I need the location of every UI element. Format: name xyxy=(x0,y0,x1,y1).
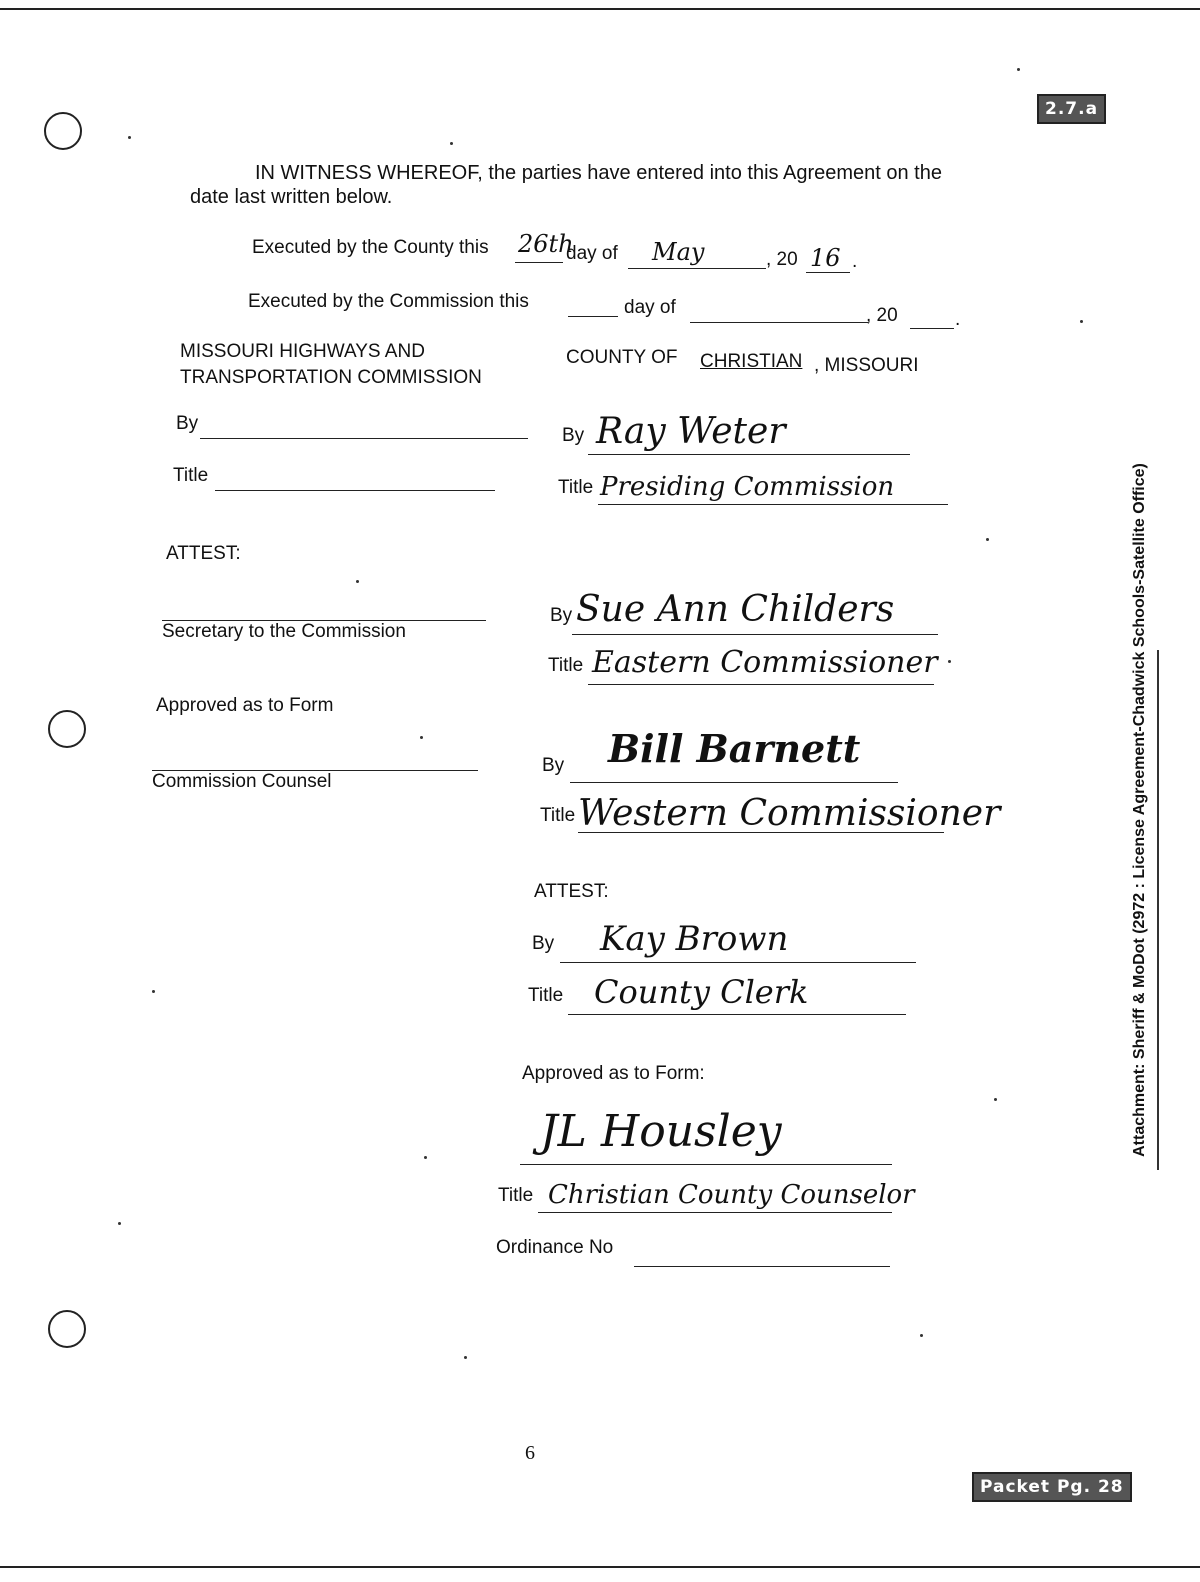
executed-commission-prefix: Executed by the Commission this xyxy=(248,291,529,312)
intro-line-1: IN WITNESS WHEREOF, the parties have entered into this Agreement on the xyxy=(255,162,942,184)
left-by-line xyxy=(200,438,528,439)
left-approved-label: Approved as to Form xyxy=(156,695,334,716)
right-title2-line xyxy=(588,684,934,685)
scan-speck xyxy=(118,1222,121,1225)
county-month-line xyxy=(628,268,766,269)
title3-signature: Western Commissioner xyxy=(578,793,1001,834)
packet-page-badge: Packet Pg. 28 xyxy=(972,1472,1132,1502)
right-by4-label: By xyxy=(532,933,555,954)
right-by3-line xyxy=(570,782,898,783)
title2-signature: Eastern Commissioner xyxy=(592,645,938,680)
right-ordinance-label: Ordinance No xyxy=(496,1237,614,1258)
left-org-line-1: MISSOURI HIGHWAYS AND xyxy=(180,341,425,362)
right-title3-label: Title xyxy=(540,805,576,826)
right-counselor-line xyxy=(520,1164,892,1165)
right-title5-label: Title xyxy=(498,1185,534,1206)
counselor-signature: JL Housley xyxy=(540,1106,782,1157)
bottom-border xyxy=(0,1566,1200,1568)
commission-month-line xyxy=(690,322,868,323)
scan-speck xyxy=(1080,320,1083,323)
scan-speck xyxy=(420,736,423,739)
county-day-line xyxy=(515,262,563,263)
title1-signature: Presiding Commission xyxy=(600,472,895,502)
scan-speck xyxy=(464,1356,467,1359)
scan-speck xyxy=(128,136,131,139)
right-by1-label: By xyxy=(562,425,585,446)
title5-signature: Christian County Counselor xyxy=(548,1180,915,1210)
scan-speck xyxy=(424,1156,427,1159)
county-year-signature: 16 xyxy=(810,244,841,272)
right-by3-label: By xyxy=(542,755,565,776)
scan-speck xyxy=(948,660,951,663)
county-month-signature: May xyxy=(652,238,705,266)
by1-signature: Ray Weter xyxy=(596,411,786,452)
right-by2-line xyxy=(572,634,938,635)
scan-speck xyxy=(1017,68,1020,71)
by4-signature: Kay Brown xyxy=(600,919,789,959)
item-number-badge: 2.7.a xyxy=(1037,94,1106,124)
page-number: 6 xyxy=(525,1442,535,1464)
right-title1-line xyxy=(598,504,948,505)
title4-signature: County Clerk xyxy=(594,973,809,1011)
right-title4-label: Title xyxy=(528,985,564,1006)
punch-hole-top xyxy=(44,112,82,150)
scan-speck xyxy=(994,1098,997,1101)
right-by1-line xyxy=(588,454,910,455)
right-county-prefix: COUNTY OF xyxy=(566,347,678,368)
left-org-line-2: TRANSPORTATION COMMISSION xyxy=(180,367,482,388)
commission-period: . xyxy=(955,309,961,330)
county-day-signature: 26th xyxy=(518,230,574,258)
left-attest-label: ATTEST: xyxy=(166,543,241,564)
executed-commission-year-prefix: , 20 xyxy=(866,305,898,326)
left-by-label: By xyxy=(176,413,199,434)
right-by2-label: By xyxy=(550,605,573,626)
right-by4-line xyxy=(560,962,916,963)
attachment-side-note-text: Attachment: Sheriff & MoDot (2972 : License Agreement-Chadwick Schools-Satellite Office) xyxy=(1131,463,1148,1157)
right-attest-label: ATTEST: xyxy=(534,881,609,902)
right-ordinance-line xyxy=(634,1266,890,1267)
commission-year-line xyxy=(910,328,954,329)
county-year-line xyxy=(806,272,850,273)
right-title1-label: Title xyxy=(558,477,594,498)
scan-speck xyxy=(450,142,453,145)
scan-speck xyxy=(356,580,359,583)
left-counsel-label: Commission Counsel xyxy=(152,771,332,792)
executed-county-prefix: Executed by the County this xyxy=(252,237,489,258)
executed-commission-mid: day of xyxy=(624,297,676,318)
right-county-name: CHRISTIAN xyxy=(700,351,803,372)
scan-speck xyxy=(920,1334,923,1337)
intro-line-2: date last written below. xyxy=(190,186,393,208)
punch-hole-bottom xyxy=(48,1310,86,1348)
scan-speck xyxy=(986,538,989,541)
punch-hole-middle xyxy=(48,710,86,748)
commission-day-line xyxy=(568,316,618,317)
by3-signature: Bill Barnett xyxy=(608,726,861,771)
right-title5-line xyxy=(538,1212,892,1213)
left-title-label: Title xyxy=(173,465,209,486)
attachment-side-note xyxy=(1125,405,1155,1215)
by2-signature: Sue Ann Childers xyxy=(576,589,895,630)
county-period: . xyxy=(852,251,858,272)
scan-speck xyxy=(152,990,155,993)
right-title2-label: Title xyxy=(548,655,584,676)
left-secretary-label: Secretary to the Commission xyxy=(162,621,406,642)
executed-county-year-prefix: , 20 xyxy=(766,249,798,270)
top-border xyxy=(0,8,1200,10)
executed-county-mid: day of xyxy=(566,243,618,264)
right-title4-line xyxy=(568,1014,906,1015)
left-title-line xyxy=(215,490,495,491)
right-county-suffix: , MISSOURI xyxy=(814,355,919,376)
margin-bar xyxy=(1157,650,1159,1170)
right-approved-label: Approved as to Form: xyxy=(522,1063,705,1084)
